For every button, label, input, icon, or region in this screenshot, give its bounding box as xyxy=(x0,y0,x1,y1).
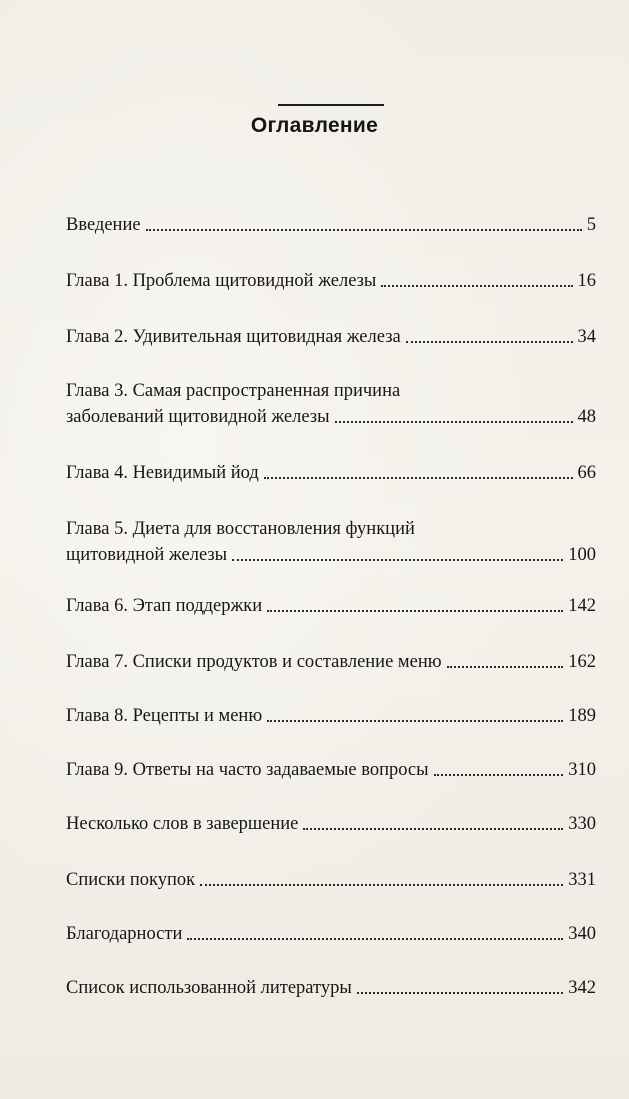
toc-leader-dots xyxy=(267,610,563,612)
heading-rule xyxy=(278,104,384,106)
toc-entry-shopping-lists xyxy=(66,867,596,893)
toc-entry-chapter-7 xyxy=(66,649,596,675)
toc-leader-dots xyxy=(406,341,573,343)
toc-entry-page: 331 xyxy=(568,870,596,890)
toc-entry-title: Глава 2. Удивительная щитовидная железа xyxy=(66,327,401,347)
toc-entry-chapter-9 xyxy=(66,757,596,783)
toc-entry-line2 xyxy=(66,542,596,568)
toc-entry-page: 5 xyxy=(586,215,596,235)
toc-leader-dots xyxy=(357,992,563,994)
toc-entry-page: 162 xyxy=(568,652,596,672)
toc-entry-title: Глава 8. Рецепты и меню xyxy=(66,706,263,726)
toc-leader-dots xyxy=(447,666,564,668)
toc-entry-page: 34 xyxy=(577,327,596,347)
toc-entry-page: 342 xyxy=(568,978,596,998)
toc-entry-acknowledgements xyxy=(66,921,596,947)
toc-leader-dots xyxy=(335,421,573,423)
toc-entry-references xyxy=(66,975,596,1001)
toc-entry-chapter-5 xyxy=(66,516,596,568)
toc-entry-conclusion xyxy=(66,811,596,837)
toc-entry-page: 66 xyxy=(577,463,596,483)
toc-entry-title: Глава 7. Списки продуктов и составление меню xyxy=(66,652,442,672)
toc-entry-title-line2: заболеваний щитовидной железы xyxy=(66,407,330,427)
toc-leader-dots xyxy=(303,828,563,830)
toc-entry-title-line1: Глава 5. Диета для восстановления функций xyxy=(66,519,415,539)
toc-leader-dots xyxy=(232,559,563,561)
toc-entry-title: Глава 9. Ответы на часто задаваемые вопросы xyxy=(66,760,429,780)
toc-entry-title: Введение xyxy=(66,215,141,235)
toc-entry-line2 xyxy=(66,404,596,430)
toc-leader-dots xyxy=(264,477,573,479)
toc-entry-chapter-2 xyxy=(66,324,596,350)
toc-leader-dots xyxy=(146,229,582,231)
toc-entry-page: 330 xyxy=(568,814,596,834)
toc-entry-title: Глава 1. Проблема щитовидной железы xyxy=(66,271,377,291)
toc-entry-chapter-4 xyxy=(66,460,596,486)
toc-entry-title-line1: Глава 3. Самая распространенная причина xyxy=(66,381,401,401)
toc-entry-chapter-8 xyxy=(66,703,596,729)
toc-entry-chapter-6 xyxy=(66,593,596,619)
toc-entry-introduction xyxy=(66,212,596,238)
toc-leader-dots xyxy=(381,285,572,287)
toc-leader-dots xyxy=(434,774,564,776)
toc-leader-dots xyxy=(267,720,563,722)
toc-entry-title: Списки покупок xyxy=(66,870,196,890)
toc-entry-page: 142 xyxy=(568,596,596,616)
toc-entry-page: 340 xyxy=(568,924,596,944)
toc-entry-chapter-1 xyxy=(66,268,596,294)
toc-entry-title: Глава 4. Невидимый йод xyxy=(66,463,259,483)
toc-entry-title: Список использованной литературы xyxy=(66,978,352,998)
toc-entry-title-line2: щитовидной железы xyxy=(66,545,228,565)
page-title: Оглавление xyxy=(250,114,379,137)
toc-entry-page: 100 xyxy=(568,545,596,565)
toc-entry-page: 189 xyxy=(568,706,596,726)
toc-entry-title: Благодарности xyxy=(66,924,183,944)
toc-entry-title: Несколько слов в завершение xyxy=(66,814,299,834)
toc-leader-dots xyxy=(187,938,563,940)
toc-entry-page: 16 xyxy=(577,271,596,291)
toc-leader-dots xyxy=(200,884,563,886)
toc-entry-page: 48 xyxy=(577,407,596,427)
toc-entry-chapter-3 xyxy=(66,378,596,430)
toc-entry-page: 310 xyxy=(568,760,596,780)
toc-entry-title: Глава 6. Этап поддержки xyxy=(66,596,263,616)
